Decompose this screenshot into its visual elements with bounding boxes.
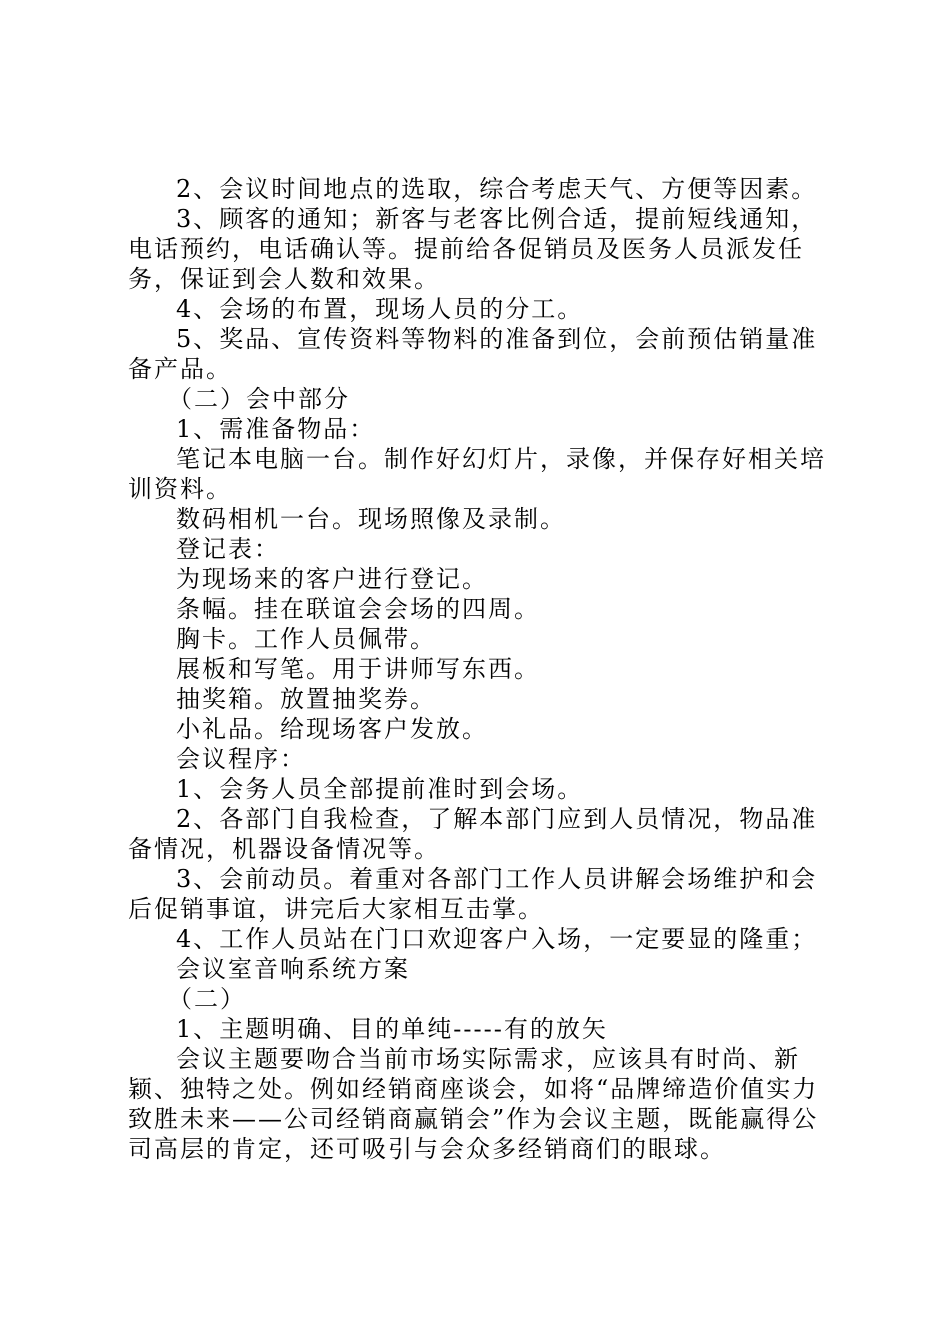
paragraph: 为现场来的客户进行登记。 — [176, 565, 488, 593]
section-heading: （二）会中部分 — [168, 385, 350, 413]
paragraph: 4、工作人员站在门口欢迎客户入场，一定要显的隆重； — [176, 925, 818, 953]
paragraph: 抽奖箱。放置抽奖券。 — [176, 685, 436, 713]
paragraph: 数码相机一台。现场照像及录制。 — [176, 505, 566, 533]
paragraph: 5、奖品、宣传资料等物料的准备到位，会前预估销量准备产品。 — [128, 325, 818, 383]
paragraph: 笔记本电脑一台。制作好幻灯片，录像，并保存好相关培训资料。 — [128, 445, 826, 503]
document-body — [128, 174, 834, 1164]
paragraph: 4、会场的布置，现场人员的分工。 — [176, 295, 584, 323]
paragraph: 3、顾客的通知；新客与老客比例合适，提前短线通知，电话预约，电话确认等。提前给各促销员及医务人员派发任务，保证到会人数和效果。 — [128, 205, 818, 293]
paragraph: 2、各部门自我检查，了解本部门应到人员情况，物品准备情况，机器设备情况等。 — [128, 805, 818, 863]
paragraph: 会议主题要吻合当前市场实际需求，应该具有时尚、新颖、独特之处。例如经销商座谈会，如将“品牌缔造价值实力致胜未来——公司经销商赢销会”作为会议主题，既能赢得公司高层的肯定，还可吸引与会众多经销商们的眼球。 — [128, 1045, 819, 1163]
paragraph: 1、会务人员全部提前准时到会场。 — [176, 775, 584, 803]
paragraph: 会议程序： — [176, 745, 306, 773]
paragraph: 条幅。挂在联谊会会场的四周。 — [176, 595, 540, 623]
paragraph: 3、会前动员。着重对各部门工作人员讲解会场维护和会后促销事谊，讲完后大家相互击掌。 — [128, 865, 818, 923]
paragraph: 1、需准备物品： — [176, 415, 376, 443]
paragraph: 胸卡。工作人员佩带。 — [176, 625, 436, 653]
paragraph: 小礼品。给现场客户发放。 — [176, 715, 488, 743]
paragraph: 登记表： — [176, 535, 280, 563]
section-heading: 会议室音响系统方案 — [176, 955, 410, 983]
section-heading: （二） — [168, 985, 246, 1013]
paragraph: 展板和写笔。用于讲师写东西。 — [176, 655, 540, 683]
paragraph: 2、会议时间地点的选取，综合考虑天气、方便等因素。 — [176, 175, 818, 203]
paragraph: 1、主题明确、目的单纯-----有的放矢 — [176, 1015, 608, 1043]
